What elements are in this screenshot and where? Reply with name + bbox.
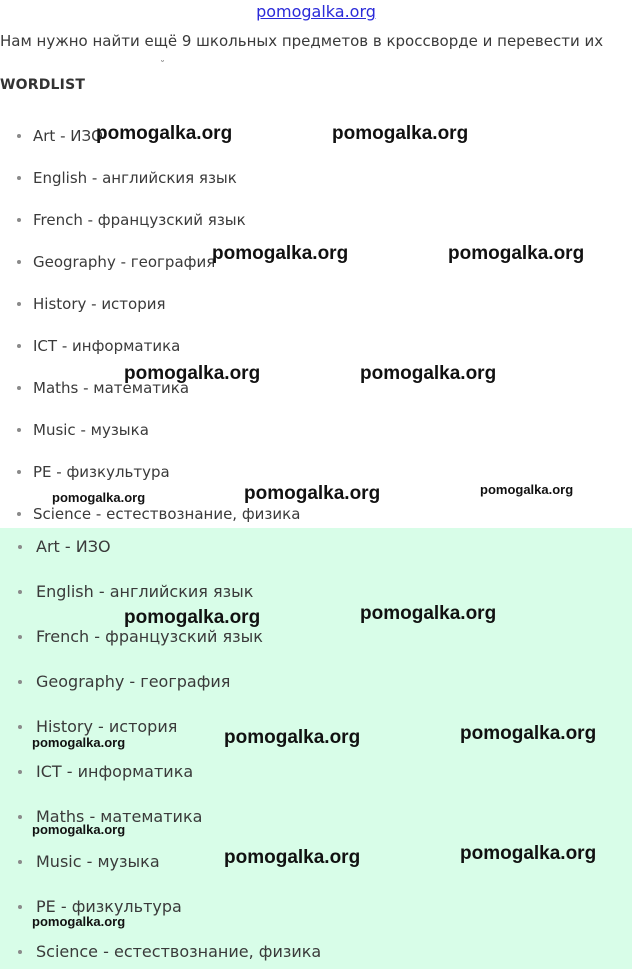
bullet-icon	[18, 905, 22, 909]
list-item	[0, 536, 632, 558]
list-item-label: Geography - география	[33, 253, 216, 271]
intro-text: Нам нужно найти ещё 9 школьных предметов в кроссворде и перевести их	[0, 32, 604, 50]
list-item-label: Science - естествознание, физика	[36, 942, 322, 961]
watermark: pomogalka.org	[332, 123, 469, 144]
list-item	[0, 626, 632, 648]
watermark: pomogalka.org	[480, 482, 574, 497]
bullet-icon	[17, 386, 21, 390]
list-item-label: Music - музыка	[33, 421, 149, 439]
list-item	[0, 294, 632, 314]
list-item	[0, 378, 632, 398]
watermark: pomogalka.org	[448, 243, 585, 264]
bullet-icon	[18, 770, 22, 774]
bullet-icon	[18, 725, 22, 729]
bullet-icon	[18, 680, 22, 684]
bullet-icon	[17, 302, 21, 306]
bullet-icon	[17, 218, 21, 222]
list-item	[0, 210, 632, 230]
list-item	[0, 941, 632, 963]
list-item	[0, 168, 632, 188]
list-item-label: Maths - математика	[33, 379, 190, 397]
watermark: pomogalka.org	[224, 727, 361, 748]
list-item	[0, 504, 632, 524]
bullet-icon	[18, 950, 22, 954]
watermark: pomogalka.org	[224, 847, 361, 868]
bullet-icon	[17, 512, 21, 516]
list-item-label: French - французский язык	[33, 211, 246, 229]
bullet-icon	[17, 134, 21, 138]
list-item	[0, 462, 632, 482]
watermark: pomogalka.org	[124, 363, 261, 384]
list-item-label: Art - ИЗО	[33, 127, 103, 145]
watermark: pomogalka.org	[96, 123, 233, 144]
list-item	[0, 671, 632, 693]
list-item-label: French - французский язык	[36, 627, 263, 646]
list-item-label: ICT - информатика	[36, 762, 194, 781]
bullet-icon	[17, 176, 21, 180]
list-item	[0, 126, 632, 146]
list-item	[0, 420, 632, 440]
site-header	[0, 0, 632, 24]
bullet-icon	[18, 815, 22, 819]
list-item	[0, 336, 632, 356]
watermark: pomogalka.org	[32, 822, 126, 837]
watermark: pomogalka.org	[360, 603, 497, 624]
watermark: pomogalka.org	[32, 735, 126, 750]
watermark: pomogalka.org	[244, 483, 381, 504]
list-item-label: PE - физкультура	[36, 897, 182, 916]
list-item-label: History - история	[36, 717, 178, 736]
list-item-label: Music - музыка	[36, 852, 160, 871]
list-item	[0, 761, 632, 783]
watermark: pomogalka.org	[52, 490, 146, 505]
list-item-label: ICT - информатика	[33, 337, 181, 355]
watermark: pomogalka.org	[460, 843, 597, 864]
site-header-link[interactable]: pomogalka.org	[256, 2, 376, 21]
bullet-icon	[17, 260, 21, 264]
bullet-icon	[18, 860, 22, 864]
list-item-label: Science - естествознание, физика	[33, 505, 301, 523]
list-item-label: Geography - география	[36, 672, 231, 691]
list-item-label: English - английския язык	[33, 169, 237, 187]
list-item-label: English - английския язык	[36, 582, 254, 601]
watermark: pomogalka.org	[460, 723, 597, 744]
wordlist-heading: WORDLIST	[0, 77, 86, 93]
list-item-label: Maths - математика	[36, 807, 203, 826]
list-item	[0, 581, 632, 603]
bullet-icon	[18, 635, 22, 639]
watermark: pomogalka.org	[32, 914, 126, 929]
list-item-label: PE - физкультура	[33, 463, 170, 481]
bullet-icon	[17, 344, 21, 348]
watermark: pomogalka.org	[124, 607, 261, 628]
bullet-icon	[17, 428, 21, 432]
bullet-icon	[18, 545, 22, 549]
stray-mark: ˘	[160, 60, 165, 71]
bullet-icon	[18, 590, 22, 594]
list-item-label: Art - ИЗО	[36, 537, 111, 556]
list-item-label: History - история	[33, 295, 166, 313]
watermark: pomogalka.org	[212, 243, 349, 264]
bullet-icon	[17, 470, 21, 474]
watermark: pomogalka.org	[360, 363, 497, 384]
